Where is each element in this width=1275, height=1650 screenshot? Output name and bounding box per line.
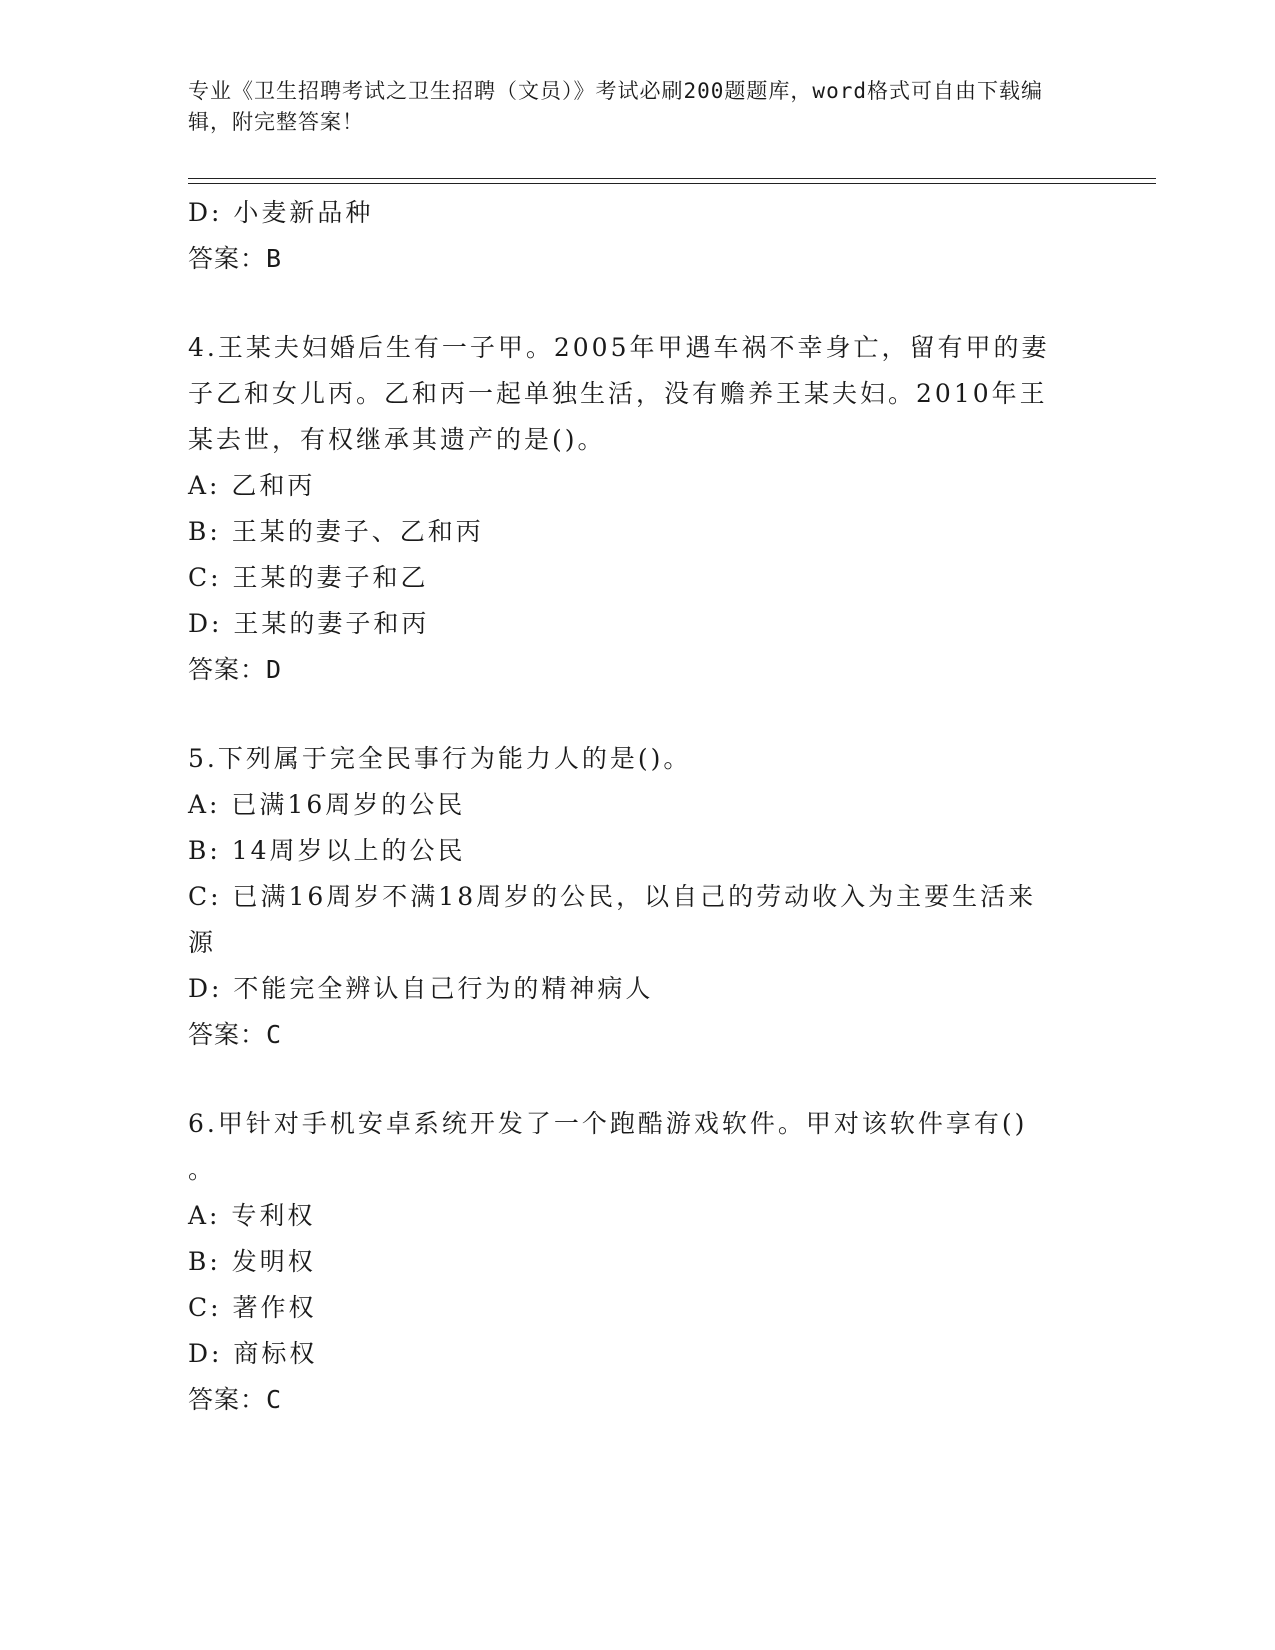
answer-value: D (266, 655, 283, 684)
option-d: D: 商标权 (188, 1339, 318, 1368)
option-a: A: 乙和丙 (188, 471, 316, 500)
question-4 (188, 325, 1068, 693)
option-b: B: 14周岁以上的公民 (188, 836, 466, 865)
answer-value: B (266, 244, 283, 273)
option-b: B: 王某的妻子、乙和丙 (188, 517, 484, 546)
option-d: D: 小麦新品种 (188, 198, 374, 227)
option-b: B: 发明权 (188, 1247, 316, 1276)
answer-label: 答案： (188, 655, 267, 684)
question-5 (188, 736, 1068, 1058)
answer-label: 答案： (188, 1020, 267, 1049)
header-divider-bottom (188, 183, 1156, 184)
answer-label: 答案： (188, 1385, 267, 1414)
question-text-line: 5.下列属于完全民事行为能力人的是()。 (188, 744, 692, 773)
option-c: C: 著作权 (188, 1293, 317, 1322)
question-text-line: 6.甲针对手机安卓系统开发了一个跑酷游戏软件。甲对该软件享有() (188, 1109, 1028, 1138)
answer-label: 答案： (188, 244, 267, 273)
document-header: 专业《卫生招聘考试之卫生招聘（文员）》考试必刷200题题库，word格式可自由下载编辑，附完整答案！ (188, 79, 1043, 134)
question-text-line: 。 (188, 1155, 217, 1184)
option-c: C: 已满16周岁不满18周岁的公民，以自己的劳动收入为主要生活来 (188, 882, 1037, 911)
option-a: A: 专利权 (188, 1201, 316, 1230)
option-d: D: 王某的妻子和丙 (188, 609, 430, 638)
answer-line (188, 1377, 1068, 1423)
answer-value: C (266, 1020, 283, 1049)
option-a: A: 已满16周岁的公民 (188, 790, 466, 819)
answer-line (188, 1012, 1068, 1058)
answer-line (188, 236, 1068, 282)
question-6 (188, 1101, 1068, 1423)
option-c: C: 王某的妻子和乙 (188, 563, 429, 592)
answer-value: C (266, 1385, 283, 1414)
header-divider-top (188, 178, 1156, 179)
document-body (188, 190, 1068, 1423)
question-text-line: 某去世，有权继承其遗产的是()。 (188, 425, 606, 454)
option-d: D: 不能完全辨认自己行为的精神病人 (188, 974, 654, 1003)
answer-line (188, 647, 1068, 693)
option-c-continued: 源 (188, 928, 217, 957)
question-text-line: 4.王某夫妇婚后生有一子甲。2005年甲遇车祸不幸身亡，留有甲的妻 (188, 333, 1050, 362)
question-text-line: 子乙和女儿丙。乙和丙一起单独生活，没有赡养王某夫妇。2010年王 (188, 379, 1048, 408)
